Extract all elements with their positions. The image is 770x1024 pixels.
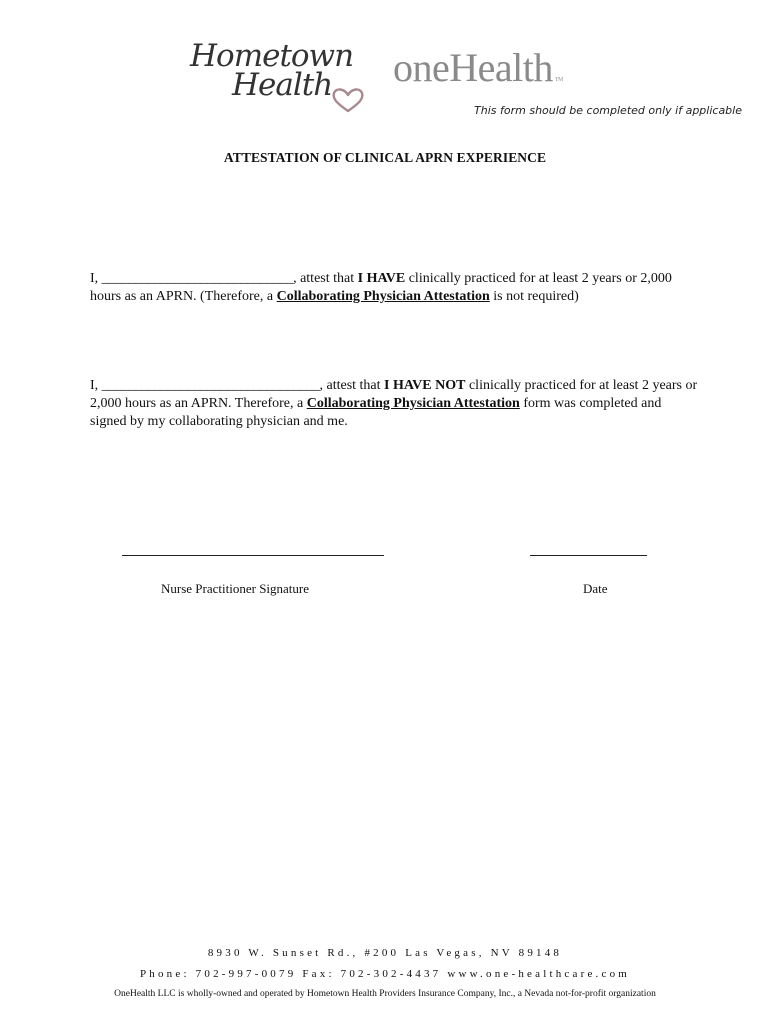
- signature-label: Nurse Practitioner Signature: [161, 581, 310, 596]
- p2-after-blank: , attest that: [319, 378, 385, 393]
- p1-middle: clinically practiced for at least 2 years or 2,000 hours as an APRN. (Therefore, a: [90, 271, 672, 304]
- name-blank-have[interactable]: _____________________________: [101, 271, 294, 286]
- collaborating-attestation-link-1: Collaborating Physician Attestation: [276, 289, 490, 304]
- p1-suffix: is not required): [489, 289, 579, 304]
- p2-prefix: I,: [90, 378, 102, 393]
- name-blank-have-not[interactable]: _________________________________: [101, 378, 320, 393]
- footer-contact: Phone: 702-997-0079 Fax: 702-302-4437 www.one-healthcare.com: [139, 968, 631, 980]
- attestation-have-paragraph: [90, 270, 700, 306]
- p2-emphasis: I HAVE NOT: [384, 378, 466, 393]
- page-title: ATTESTATION OF CLINICAL APRN EXPERIENCE: [223, 150, 547, 165]
- onehealth-logo-text: oneHealth: [393, 45, 553, 90]
- date-line[interactable]: [530, 555, 647, 556]
- heart-icon: [330, 86, 366, 114]
- p1-emphasis: I HAVE: [357, 271, 406, 286]
- collaborating-attestation-link-2: Collaborating Physician Attestation: [306, 396, 520, 411]
- applicability-note: This form should be completed only if applicable: [474, 104, 742, 117]
- p1-prefix: I,: [90, 271, 102, 286]
- onehealth-logo: [393, 44, 563, 91]
- footer-organization: OneHealth LLC is wholly-owned and operated by Hometown Health Providers Insurance Company, Inc., a Nevada not-for-profit organization: [114, 989, 656, 999]
- p2-suffix: form was completed and signed by my collaborating physician and me.: [90, 396, 662, 429]
- hometown-health-logo: [190, 38, 375, 104]
- attestation-have-not-paragraph: [90, 377, 700, 431]
- logo-hometown-word: Hometown: [190, 38, 354, 74]
- date-label: Date: [583, 581, 608, 596]
- p1-after-blank: , attest that: [293, 271, 358, 286]
- p2-middle: clinically practiced for at least 2 years or 2,000 hours as an APRN. Therefore, a: [90, 378, 698, 411]
- trademark-mark: TM: [554, 77, 563, 83]
- signature-line[interactable]: [122, 555, 384, 556]
- footer-address: 8930 W. Sunset Rd., #200 Las Vegas, NV 89148: [207, 947, 563, 959]
- logo-health-word: Health: [232, 67, 333, 103]
